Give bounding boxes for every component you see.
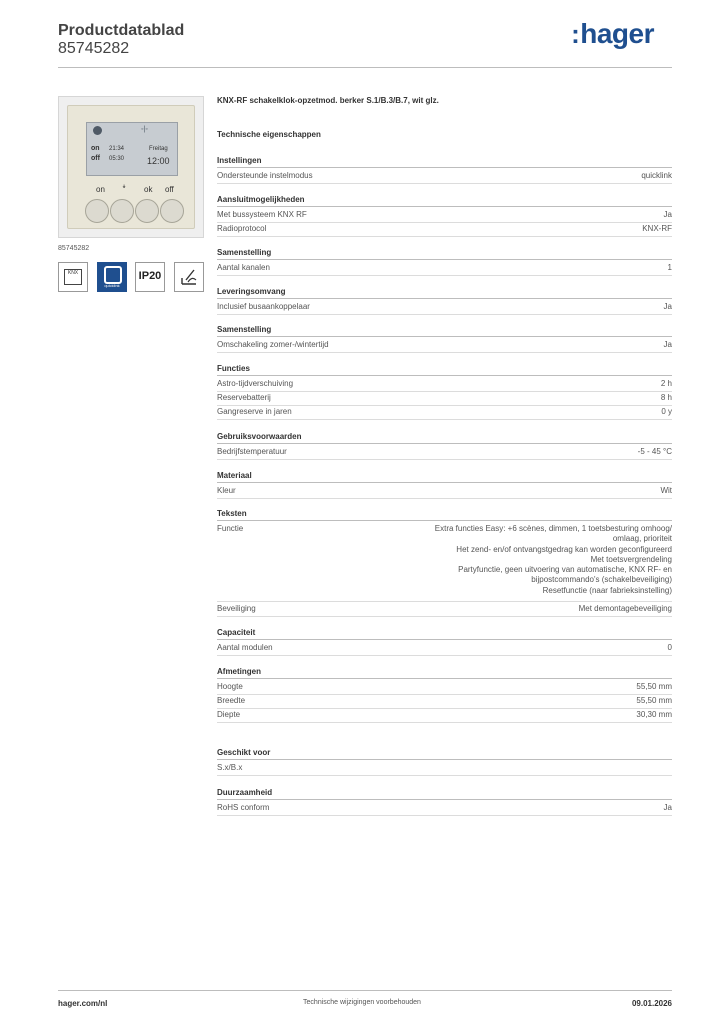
functie-lines — [377, 522, 672, 597]
section-title-aansluit: Aansluitmogelijkheden — [217, 195, 672, 207]
surface-mount-glyph — [178, 266, 200, 288]
spec-value: 2 h — [660, 379, 672, 388]
spec-value: KNX-RF — [642, 224, 672, 233]
document-number: 85745282 — [58, 40, 130, 57]
device-button-on — [85, 199, 109, 223]
spec-row — [217, 391, 672, 406]
quicklink-caption: quicklink — [104, 283, 120, 288]
spec-value: -5 - 45 °C — [637, 447, 672, 456]
spec-row — [217, 405, 672, 420]
spec-value: 55,50 mm — [636, 682, 672, 691]
logo-colon: : — [571, 19, 580, 49]
section-title-afmetingen: Afmetingen — [217, 667, 672, 679]
spec-label: Bedrijfstemperatuur — [217, 447, 287, 456]
quicklink-icon — [97, 262, 127, 292]
spec-value: Met demontagebeveiliging — [578, 604, 672, 613]
spec-value: Ja — [663, 340, 672, 349]
section-title-capaciteit: Capaciteit — [217, 628, 672, 640]
spec-label: S.x/B.x — [217, 763, 243, 772]
display-on-time: 21:34 — [109, 146, 125, 152]
section-title-teksten: Teksten — [217, 509, 672, 521]
quicklink-mark — [104, 266, 122, 284]
section-title-samenstelling-2: Samenstelling — [217, 325, 672, 337]
footer-disclaimer: Technische wijzigingen voorbehouden — [303, 999, 421, 1006]
document-title: Productdatablad — [58, 22, 185, 39]
spec-label: Reservebatterij — [217, 393, 271, 402]
spec-value: 0 y — [661, 407, 672, 416]
footer-website-link[interactable]: hager.com/nl — [58, 999, 108, 1008]
spec-value: 30,30 mm — [636, 710, 672, 719]
functie-line: Het zend- en/of ontvangstgedrag kan worden geconfigureerd — [456, 544, 672, 554]
spec-row — [217, 484, 672, 499]
sun-icon — [93, 126, 102, 135]
spec-row — [217, 261, 672, 276]
display-day: Freitag — [149, 146, 168, 152]
functie-line: Resetfunctie (naar fabrieksinstelling) — [542, 585, 672, 595]
footer-date: 09.01.2026 — [631, 999, 672, 1008]
spec-row — [217, 602, 672, 617]
spec-value: quicklink — [641, 171, 672, 180]
display-off-label: off — [91, 155, 100, 162]
product-image — [58, 96, 204, 238]
hager-logo — [571, 18, 654, 50]
section-title-levering: Leveringsomvang — [217, 287, 672, 299]
knx-icon-label: KNX — [64, 269, 82, 285]
spec-label: Omschakeling zomer-/wintertijd — [217, 340, 329, 349]
ip-rating-label: IP20 — [138, 270, 162, 282]
product-plate — [67, 105, 195, 229]
spec-row-functie — [217, 522, 672, 602]
button-label-arrow: ꜜ — [122, 185, 126, 194]
section-title-instellingen: Instellingen — [217, 156, 672, 168]
functie-line: Met toetsvergrendeling — [590, 554, 672, 564]
surface-mount-icon — [174, 262, 204, 292]
spec-label: Inclusief busaankoppelaar — [217, 302, 310, 311]
display-on-label: on — [91, 145, 100, 152]
spec-value: 8 h — [660, 393, 672, 402]
spec-label: Hoogte — [217, 682, 243, 691]
product-description: KNX-RF schakelklok-opzetmod. berker S.1/B.3/B.7, wit glz. — [217, 96, 439, 105]
spec-row — [217, 641, 672, 656]
section-title-geschikt: Geschikt voor — [217, 748, 672, 760]
logo-text: hager — [580, 18, 654, 49]
tech-heading: Technische eigenschappen — [217, 130, 321, 139]
spec-label: Diepte — [217, 710, 241, 719]
section-title-functies: Functies — [217, 364, 672, 376]
spec-row — [217, 338, 672, 353]
spec-row — [217, 708, 672, 723]
button-label-off: off — [165, 185, 174, 194]
spec-label: Ondersteunde instelmodus — [217, 171, 313, 180]
page-header — [58, 20, 672, 68]
functie-line: Extra functies Easy: +6 scènes, dimmen, 1 toetsbesturing omhoog/ — [434, 524, 672, 533]
spec-value: Ja — [663, 210, 672, 219]
spec-row — [217, 801, 672, 816]
spec-label: Kleur — [217, 486, 236, 495]
spec-label: RoHS conform — [217, 803, 270, 812]
spec-value: 1 — [667, 263, 672, 272]
section-title-duurzaam: Duurzaamheid — [217, 788, 672, 800]
knx-icon — [58, 262, 88, 292]
spec-value: Wit — [660, 486, 672, 495]
spec-label: Aantal kanalen — [217, 263, 270, 272]
device-button-arrow — [110, 199, 134, 223]
device-button-ok — [135, 199, 159, 223]
spec-row — [217, 761, 672, 776]
spec-value: 55,50 mm — [636, 696, 672, 705]
spec-row — [217, 208, 672, 223]
product-code: 85745282 — [58, 245, 90, 252]
spec-row — [217, 300, 672, 315]
spec-value: Ja — [663, 302, 672, 311]
button-label-ok: ok — [144, 185, 153, 194]
spec-value: 0 — [667, 643, 672, 652]
spec-row — [217, 222, 672, 237]
spec-row — [217, 445, 672, 460]
section-title-materiaal: Materiaal — [217, 471, 672, 483]
functie-line: Partyfunctie, geen uitvoering van automatische, KNX RF- en — [458, 565, 672, 575]
spec-row — [217, 169, 672, 184]
spec-row — [217, 694, 672, 709]
device-button-off — [160, 199, 184, 223]
spec-label: Astro-tijdverschuiving — [217, 379, 294, 388]
spec-row — [217, 377, 672, 392]
spec-label: Gangreserve in jaren — [217, 407, 292, 416]
spec-label: Breedte — [217, 696, 246, 705]
functie-line: omlaag, prioriteit — [612, 534, 672, 544]
functie-line: bijpostcommando's (schakelbeveiliging) — [531, 575, 672, 585]
spec-value: Ja — [663, 803, 672, 812]
spec-label: Beveiliging — [217, 604, 256, 613]
product-display — [86, 122, 178, 176]
section-title-samenstelling: Samenstelling — [217, 248, 672, 260]
display-off-time: 05:30 — [109, 156, 125, 162]
section-title-gebruik: Gebruiksvoorwaarden — [217, 432, 672, 444]
footer-divider — [58, 990, 672, 991]
ip-rating-icon — [135, 262, 165, 292]
header-divider — [58, 67, 672, 68]
radio-icon: ◦|◦ — [141, 126, 148, 133]
spec-label: Radioprotocol — [217, 224, 267, 233]
button-label-on: on — [96, 185, 105, 194]
display-clock: 12:00 — [147, 156, 170, 166]
spec-label: Aantal modulen — [217, 643, 273, 652]
spec-label: Met bussysteem KNX RF — [217, 210, 307, 219]
spec-label: Functie — [217, 524, 244, 533]
spec-row — [217, 680, 672, 695]
